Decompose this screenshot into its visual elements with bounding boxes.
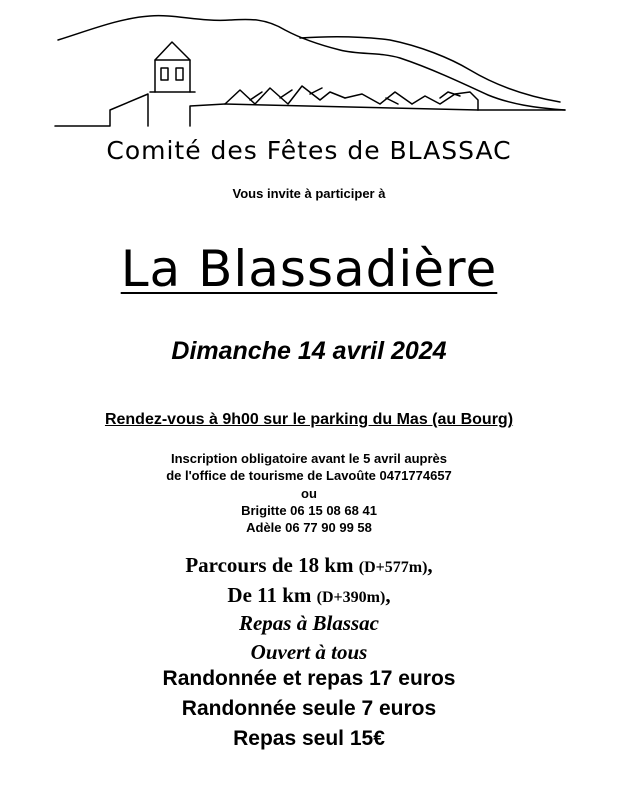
route-18km-suffix: ,: [427, 553, 433, 577]
route-18km-label: Parcours de 18 km: [185, 553, 354, 577]
open-to-all: Ouvert à tous: [250, 640, 368, 664]
route-11km: [0, 583, 618, 608]
price-hike-and-meal: Randonnée et repas 17 euros: [162, 667, 456, 690]
event-date: Dimanche 14 avril 2024: [171, 337, 447, 365]
invitation-text: Vous invite à participer à: [232, 186, 386, 201]
route-18km: [0, 553, 618, 578]
village-church-landscape-icon: [0, 0, 618, 130]
route-11km-label: De 11 km: [227, 583, 312, 607]
contact-adele: Adèle 06 77 90 99 58: [246, 520, 372, 535]
route-18km-elevation: (D+577m): [358, 559, 428, 576]
meal-location: Repas à Blassac: [238, 611, 379, 635]
price-meal-only: Repas seul 15€: [233, 727, 385, 750]
contact-brigitte: Brigitte 06 15 08 68 41: [241, 503, 377, 518]
route-11km-elevation: (D+390m): [316, 589, 386, 606]
registration-or: ou: [301, 486, 317, 501]
meeting-point: Rendez-vous à 9h00 sur le parking du Mas (au Bourg): [104, 411, 514, 428]
organization-title: Comité des Fêtes de BLASSAC: [106, 136, 512, 165]
route-11km-suffix: ,: [385, 583, 391, 607]
event-title: La Blassadière: [120, 240, 498, 298]
price-hike-only: Randonnée seule 7 euros: [181, 697, 437, 720]
registration-line-2: de l'office de tourisme de Lavoûte 0471774657: [166, 468, 452, 483]
registration-line-1: Inscription obligatoire avant le 5 avril auprès: [171, 451, 447, 466]
